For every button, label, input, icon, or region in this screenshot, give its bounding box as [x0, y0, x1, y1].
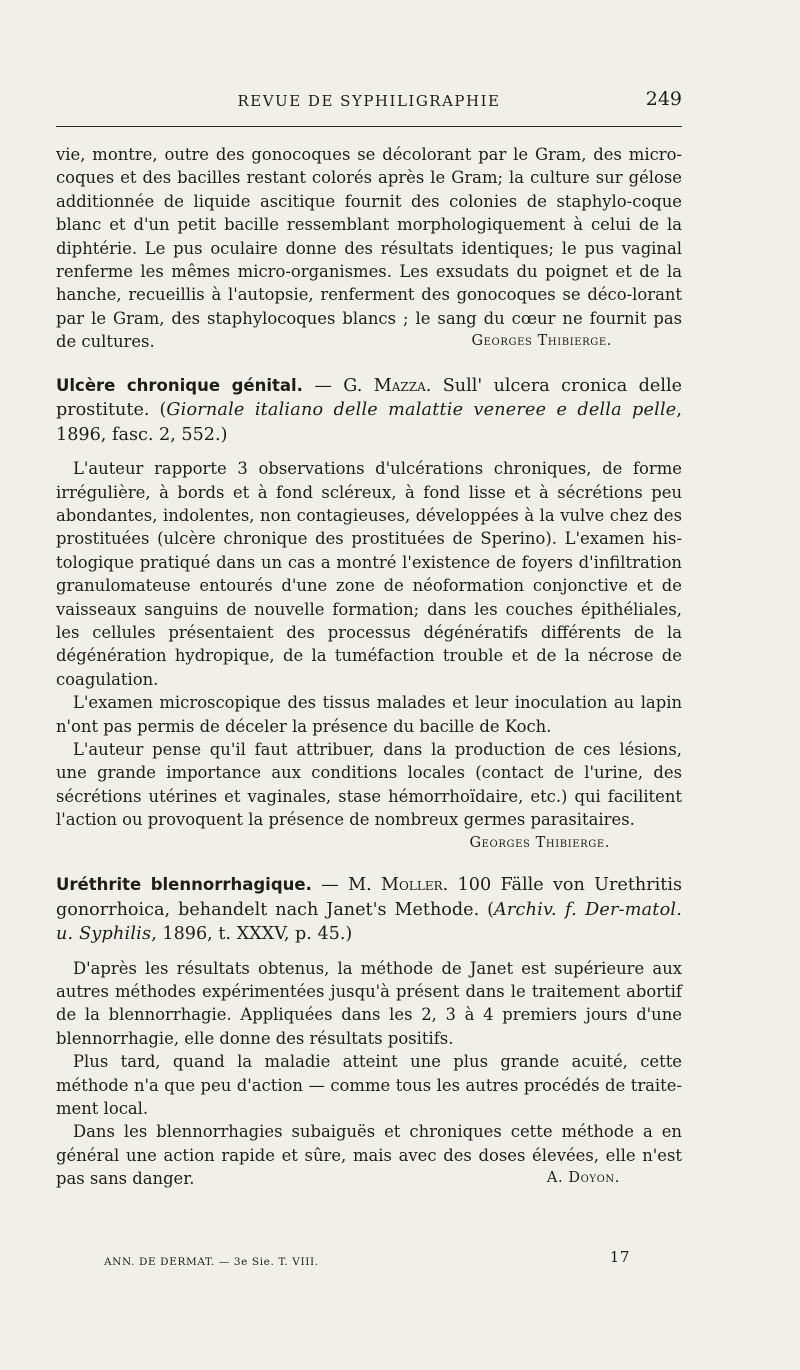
signature-mark: ANN. DE DERMAT. — 3e Sie. T. VIII.: [104, 1256, 319, 1268]
heading-dash: — M.: [311, 875, 382, 896]
paragraph: [56, 1120, 682, 1190]
header-rule: [56, 126, 682, 127]
citation-title: . Sull' ulcera cronica delle prostitute. (: [56, 375, 682, 421]
running-title: REVUE DE SYPHILIGRAPHIE: [237, 92, 501, 110]
paragraph: L'auteur pense qu'il faut attribuer, dans la production de ces lésions, une grande importance aux conditions locales (contact de l'urine, des sécrétions utérines et vaginales, stase hémorrhoïdaire, etc.) qui facilitent l'action ou provoquent la présence de nombreux germes parasitaires.: [56, 740, 682, 830]
review-heading: [56, 873, 682, 947]
review-heading: [56, 374, 682, 448]
review-signature: Georges Thibierge.: [469, 834, 610, 851]
paragraph: L'examen microscopique des tissus malades et leur inoculation au lapin n'ont pas permis de déceler la présence du bacille de Koch.: [56, 693, 682, 736]
review-body: [56, 457, 682, 855]
review-urethrite: [56, 873, 682, 1191]
paragraph: D'après les résultats obtenus, la méthode de Janet est supérieure aux autres méthodes expérimentées jusqu'à présent dans le traitement abortif de la blennorrhagie. Appliquées dans les 2, 3 à 4 premiers jours d'une blennorrhagie, elle donne des résultats positifs.: [56, 958, 682, 1048]
paragraph-text: Dans les blennorrhagies subaiguës et chroniques cette méthode a en général une action rapide et sûre, mais avec des doses élevées, elle n'est pas sans danger.: [56, 1122, 682, 1189]
review-signature: A. Doyon.: [546, 1170, 620, 1187]
citation-title: . 100 Fälle von Urethritis gonorrhoica, behandelt nach Janet's Methode. (: [56, 875, 682, 920]
review-author: Mazza: [373, 375, 426, 396]
page-content: [56, 143, 682, 1201]
paragraph: L'auteur rapporte 3 observations d'ulcérations chroniques, de forme irrégulière, à bords et à fond scléreux, à fond lisse et à sécrétions peu abondantes, indolentes, non contagieuses, développées à la vulve chez des prostituées (ulcère chronique des prostituées de Sperino). L'examen his-tologique pratiqué dans un cas a montré l'existence de foyers d'infiltration granulomateuse entourés d'une zone de néoformation conjonctive et de vaisseaux sanguins de nouvelle formation; dans les couches épithéliales, les cellules présentaient des processus dégénératifs différents de la dégénération hydropique, de la tuméfaction trouble et de la nécrose de coagulation.: [56, 459, 682, 689]
citation-details: , 1896, t. XXXV, p. 45.): [151, 924, 353, 945]
journal-title: Archiv. f. Der-matol. u. Syphilis: [56, 899, 682, 945]
paragraph: Plus tard, quand la maladie atteint une plus grande acuité, cette méthode n'a que peu d'action — comme tous les autres procédés de traite-ment local.: [56, 1052, 682, 1118]
heading-dash: — G.: [302, 375, 374, 396]
review-signature: Georges Thibierge.: [471, 333, 612, 350]
citation-details: , 1896, fasc. 2, 552.): [56, 400, 682, 445]
review-body: [56, 957, 682, 1191]
paragraph-text: vie, montre, outre des gonocoques se décolorant par le Gram, des micro-coques et des bacilles restant colorés après le Gram; la culture sur gélose additionnée de liquide ascitique fournit des colonies de staphylo-coque blanc et d'un petit bacille ressemblant morphologiquement à celui de la diphtérie. Le pus oculaire donne des résultats identiques; le pus vaginal renferme les mêmes micro-organismes. Les exsudats du poignet et de la hanche, recueillis à l'autopsie, renferment des gonocoques se déco-lorant par le Gram, des staphylocoques blancs ; le sang du cœur ne fournit pas de cultures.: [56, 145, 682, 352]
review-headline: Ulcère chronique génital.: [56, 375, 303, 395]
signature-number: 17: [609, 1248, 630, 1266]
page-header: [56, 88, 682, 116]
review-continued: [56, 143, 682, 354]
paragraph: [56, 143, 682, 354]
page-number: 249: [645, 88, 682, 110]
page-footer: [104, 1248, 630, 1273]
review-headline: Uréthrite blennorrhagique.: [56, 875, 312, 895]
review-ulcere-chronique: [56, 374, 682, 855]
review-author: Moller: [381, 875, 443, 896]
journal-title: Giornale italiano delle malattie veneree e della pelle: [166, 400, 677, 421]
